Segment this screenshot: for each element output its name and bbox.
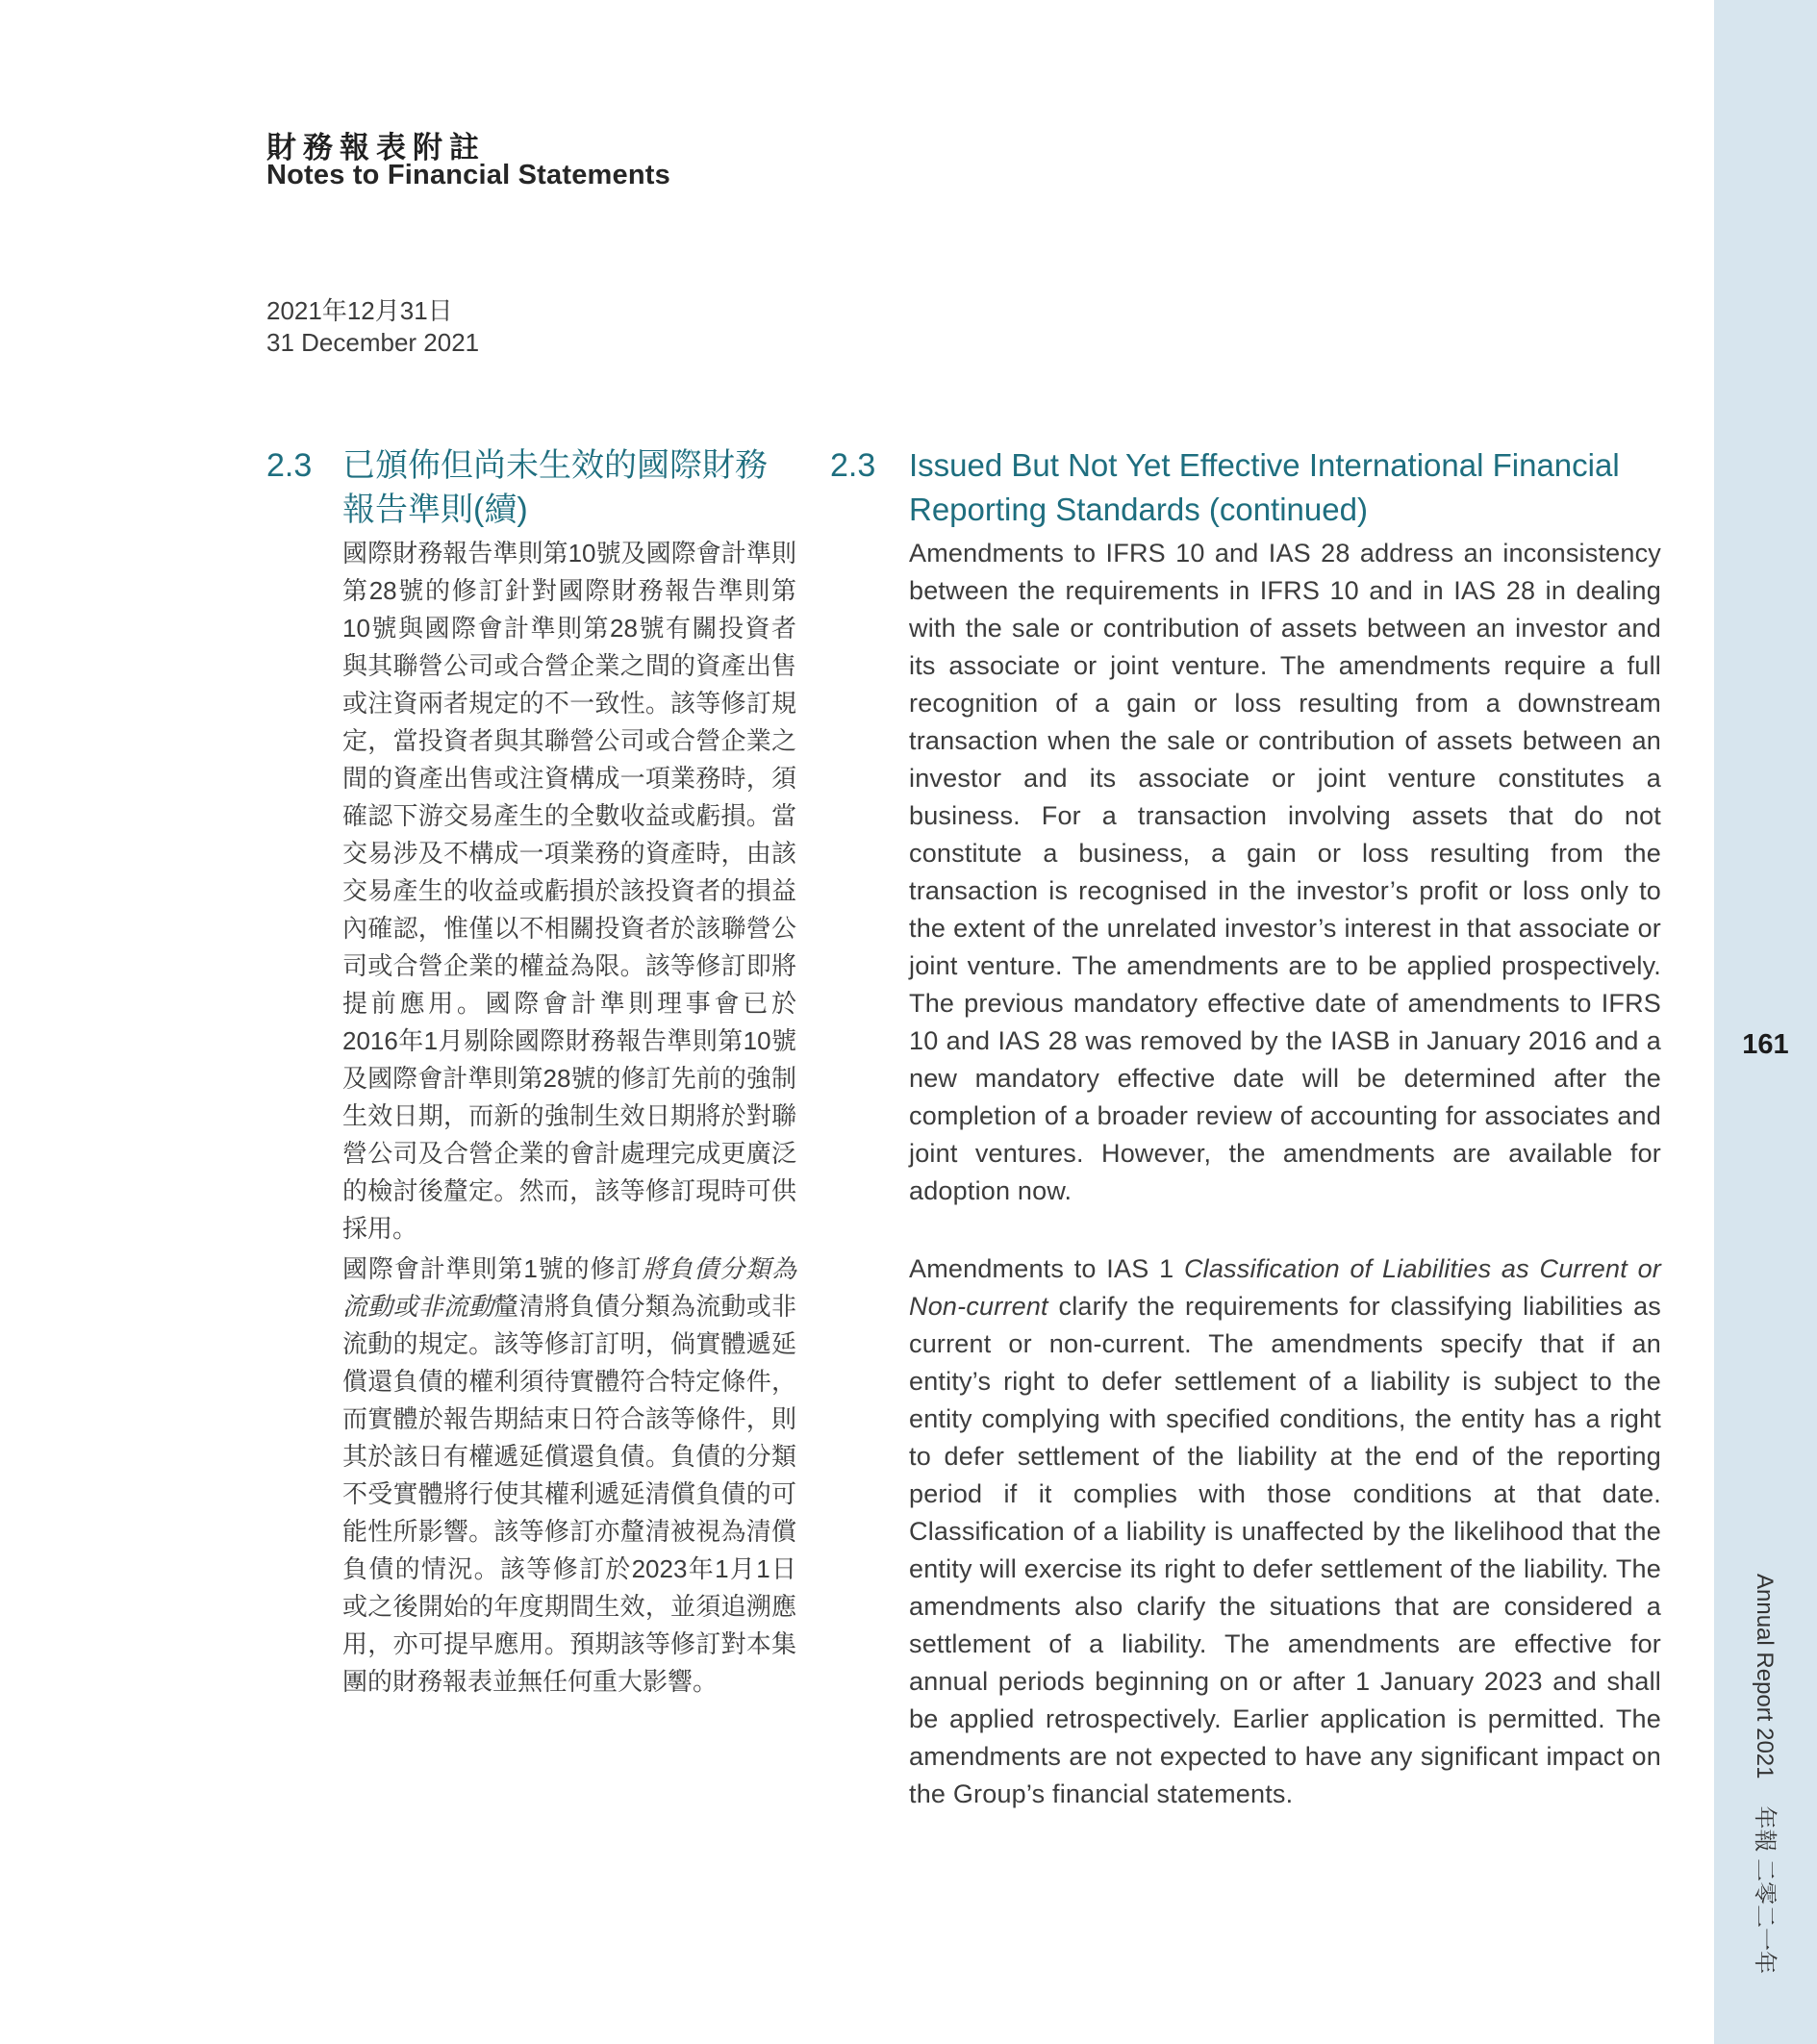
page-number: 161 bbox=[1742, 1029, 1789, 1060]
paragraph-chinese-1: 國際財務報告準則第10號及國際會計準則第28號的修訂針對國際財務報告準則第10號與國際會計準則第28號有關投資者與其聯營公司或合營企業之間的資產出售或注資兩者規定的不一致性。該等修訂規定，當投資者與其聯營公司或合營企業之間的資產出售或注資構成一項業務時，須確認下游交易產生的全數收益或虧損。當交易涉及不構成一項業務的資產時，由該交易產生的收益或虧損於該投資者的損益內確認，惟僅以不相關投資者於該聯營公司或合營企業的權益為限。該等修訂即將提前應用。國際會計準則理事會已於2016年1月剔除國際財務報告準則第10號及國際會計準則第28號的修訂先前的強制生效日期，而新的強制生效日期將於對聯營公司及合營企業的會計處理完成更廣泛的檢討後釐定。然而，該等修訂現時可供採用。 bbox=[342, 539, 796, 1243]
section-number-chinese: 2.3 bbox=[266, 447, 313, 484]
section-title-chinese bbox=[342, 443, 768, 532]
section-title-english-line2: Reporting Standards (continued) bbox=[909, 492, 1368, 527]
section-title-chinese-line2: 報告準則(續) bbox=[342, 492, 528, 528]
spine-label-english: Annual Report 2021 bbox=[1752, 1574, 1778, 1779]
spine-label bbox=[1751, 1574, 1784, 1974]
page-title-chinese: 財務報表附註 bbox=[266, 131, 486, 164]
paragraph-chinese-2: 國際會計準則第1號的修訂將負債分類為流動或非流動釐清將負債分類為流動或非流動的規定。該等修訂訂明，倘實體遞延償還負債的權利須待實體符合特定條件，而實體於報告期結束日符合該等條件，則其於該日有權遞延償還負債。負債的分類不受實體將行使其權利遞延清償負債的可能性所影響。該等修訂亦釐清被視為清償負債的情況。該等修訂於2023年1月1日或之後開始的年度期間生效，並須追溯應用，亦可提早應用。預期該等修訂對本集團的財務報表並無任何重大影響。 bbox=[342, 1254, 796, 1696]
section-number-english: 2.3 bbox=[830, 447, 876, 484]
report-date-english: 31 December 2021 bbox=[266, 328, 480, 357]
section-title-english bbox=[909, 443, 1620, 532]
paragraph-english-1: Amendments to IFRS 10 and IAS 28 address an inconsistency between the requirements in IFRS 10 and in IAS 28 in dealing with the sale or contribution of assets between an investor and its associate or joint venture. The amendments require a full recognition of a gain or loss resulting from a downstream transaction when the sale or contribution of assets between an investor and its associate or joint venture constitutes a business. For a transaction involving assets that do not constitute a business, a gain or loss resulting from the transaction is recognised in the investor’s profit or loss only to the extent of the unrelated investor’s interest in that associate or joint venture. The amendments are to be applied prospectively. The previous mandatory effective date of amendments to IFRS 10 and IAS 28 was removed by the IASB in January 2016 and a new mandatory effective date will be determined after the completion of a broader review of accounting for associates and joint ventures. However, the amendments are available for adoption now. bbox=[909, 539, 1661, 1205]
report-date-chinese: 2021年12月31日 bbox=[266, 296, 453, 325]
section-title-english-line1: Issued But Not Yet Effective International Financial bbox=[909, 447, 1620, 483]
page-title-english: Notes to Financial Statements bbox=[266, 160, 670, 190]
section-title-chinese-line1: 已頒佈但尚未生效的國際財務 bbox=[342, 447, 768, 484]
spine-label-chinese: 年報 二零二一年 bbox=[1752, 1805, 1778, 1975]
paragraph-english-2: Amendments to IAS 1 Classification of Liabilities as Current or Non-current clarify the requirements for classifying liabilities as current or non-current. The amendments specify that if an entity’s right to defer settlement of a liability is subject to the entity complying with specified conditions, the entity has a right to defer settlement of the liability at the end of the reporting period if it complies with those conditions at that date. Classification of a liability is unaffected by the likelihood that the entity will exercise its right to defer settlement of the liability. The amendments also clarify the situations that are considered a settlement of a liability. The amendments are effective for annual periods beginning on or after 1 January 2023 and shall be applied retrospectively. Earlier application is permitted. The amendments are not expected to have any significant impact on the Group’s financial statements. bbox=[909, 1254, 1661, 1808]
